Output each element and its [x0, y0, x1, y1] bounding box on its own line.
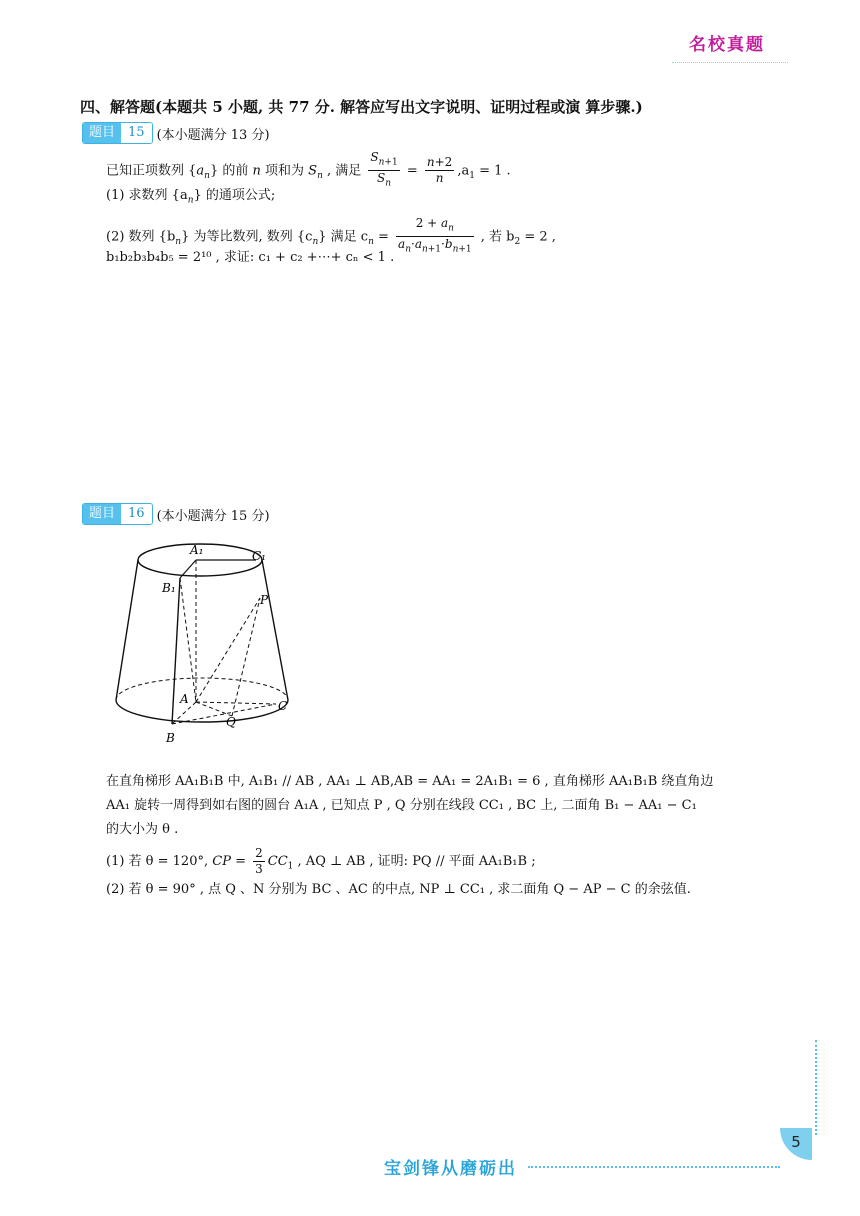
q16-part-2: (2) 若 θ = 90° , 点 Q 、N 分别为 BC 、AC 的中点, NP ⊥ CC₁ , 求二面角 Q − AP − C 的余弦值.: [106, 882, 691, 897]
q15-line-1: 已知正项数列 $\{a_n\}$ 的前 n 项和为 $S_n$ , 满足 $\frac{S_{n+1}}{S_n}$ = $\frac{n+2}{n}$ $,a_1 = 1$ .: [106, 150, 511, 192]
badge-label: 题目: [83, 123, 121, 143]
q15-part-2: (2) 数列 $\{b_n\}$ 为等比数列, 数列 $\{c_n\}$ 满足 $c_n$ = $\frac{2 + a_n}{a_n\cdot a_{n+1}\cdot b_{n+1}}$ , 若 $b_2 = 2$ ,: [106, 216, 556, 258]
q16-body-1: 在直角梯形 AA₁B₁B 中, A₁B₁ // AB , AA₁ ⊥ AB,AB = AA₁ = 2A₁B₁ = 6 , 直角梯形 AA₁B₁B 绕直角边: [106, 774, 714, 789]
q15-line-3: b₁b₂b₃b₄b₅ = 2¹⁰ , 求证: c₁ + c₂ +⋯+ cₙ < 1 .: [106, 250, 395, 265]
label-a: A: [180, 692, 189, 706]
header-tag: 名校真题: [689, 35, 765, 55]
label-c1: C₁: [252, 549, 266, 563]
label-b1: B₁: [162, 581, 176, 595]
footer-dots-decoration: [528, 1166, 780, 1168]
question-15-header: [82, 122, 270, 144]
label-b: B: [166, 731, 175, 745]
question-16-header: [82, 503, 270, 525]
fraction: $\frac{S_{n+1}}{S_n}$: [370, 150, 398, 189]
badge-number: 16: [121, 504, 152, 524]
question-badge: [82, 503, 153, 525]
badge-label: 题目: [83, 504, 121, 524]
page-number: 5: [780, 1128, 812, 1160]
section-title: 四、解答题(本题共 5 小题, 共 77 分. 解答应写出文字说明、证明过程或演 算步骤.): [80, 98, 643, 116]
label-c: C: [278, 699, 288, 713]
fraction: $\frac{n+2}{n}$: [426, 155, 453, 186]
fraction: $\frac{2}{3}$: [255, 846, 263, 876]
q16-body-2: AA₁ 旋转一周得到如右图的圆台 A₁A , 已知点 P , Q 分别在线段 CC₁ , BC 上, 二面角 B₁ − AA₁ − C₁: [106, 798, 697, 813]
q15-part-1: (1) 求数列 $\{a_n\}$ 的通项公式;: [106, 188, 276, 206]
fraction: $\frac{2 + a_n}{a_n\cdot a_{n+1}\cdot b_{n+1}}$: [398, 216, 472, 255]
side-dots-decoration: [815, 1040, 819, 1135]
label-q: Q: [226, 715, 236, 729]
question-score: (本小题满分 13 分): [156, 127, 270, 143]
q16-body-3: 的大小为 θ .: [106, 822, 179, 837]
label-a1: A₁: [190, 543, 204, 557]
frustum-figure: [108, 530, 298, 748]
label-p: P: [260, 593, 269, 607]
badge-number: 15: [121, 123, 152, 143]
q16-part-1: (1) 若 θ = 120°, CP = $\frac{2}{3}$ $CC_1$ , AQ ⊥ AB , 证明: PQ // 平面 AA₁B₁B ;: [106, 846, 536, 876]
question-score: (本小题满分 15 分): [156, 508, 270, 524]
footer-motto: 宝剑锋从磨砺出: [384, 1159, 517, 1179]
question-badge: [82, 122, 153, 144]
header-rule: [672, 62, 788, 64]
